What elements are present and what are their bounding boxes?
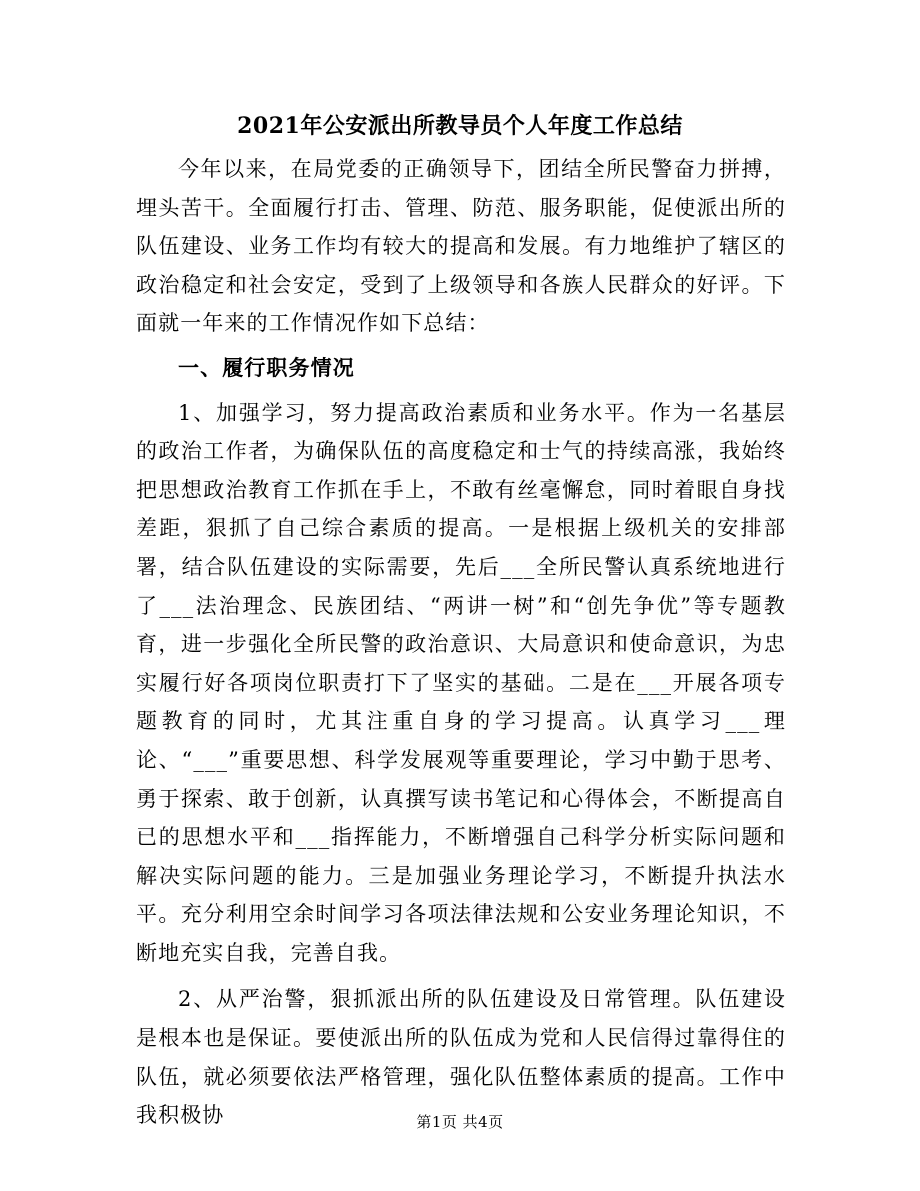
section-heading: 一、履行职务情况 bbox=[178, 354, 355, 380]
intro-paragraph: 今年以来，在局党委的正确领导下，团结全所民警奋力拼搏，埋头苦干。全面履行打击、管理、防范、服务职能，促使派出所的队伍建设、业务工作均有较大的提高和发展。有力地维护了辖区的政治稳定和社会安定，受到了上级领导和各族人民群众的好评。下面就一年来的工作情况作如下总结： bbox=[136, 157, 786, 336]
document-body bbox=[136, 150, 786, 1135]
document-title: 2021年公安派出所教导员个人年度工作总结 bbox=[237, 113, 683, 139]
item2-paragraph: 2、从严治警，狠抓派出所的队伍建设及日常管理。队伍建设是根本也是保证。要使派出所的队伍成为党和人民信得过靠得住的队伍，就必须要依法严格管理，强化队伍整体素质的提高。工作中我积极协 bbox=[136, 987, 786, 1128]
item1-paragraph: 1、加强学习，努力提高政治素质和业务水平。作为一名基层的政治工作者，为确保队伍的高度稳定和士气的持续高涨，我始终把思想政治教育工作抓在手上，不敢有丝毫懈怠，同时着眼自身找差距，狠抓了自己综合素质的提高。一是根据上级机关的安排部署，结合队伍建设的实际需要，先后___全所民警认真系统地进行了___法治理念、民族团结、“两讲一树”和“创先争优”等专题教育，进一步强化全所民警的政治意识、大局意识和使命意识，为忠实履行好各项岗位职责打下了坚实的基础。二是在___开展各项专题教育的同时，尤其注重自身的学习提高。认真学习___理论、“___”重要思想、科学发展观等重要理论，学习中勤于思考、勇于探索、敢于创新，认真撰写读书笔记和心得体会，不断提高自已的思想水平和___指挥能力，不断增强自己科学分析实际问题和解决实际问题的能力。三是加强业务理论学习，不断提升执法水平。充分利用空余时间学习各项法律法规和公安业务理论知识，不断地充实自我，完善自我。 bbox=[136, 400, 786, 965]
page-number: 第1页 共4页 bbox=[416, 1113, 504, 1131]
